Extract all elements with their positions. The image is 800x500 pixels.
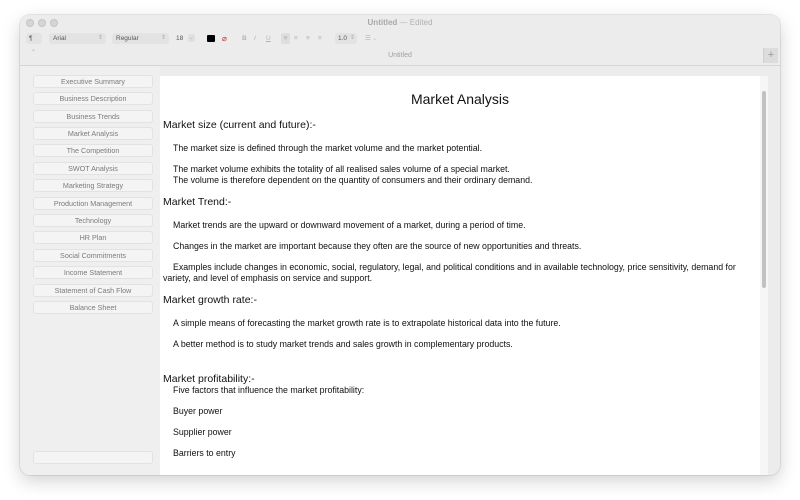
updown-icon: ⇕ bbox=[349, 35, 355, 41]
font-size-dropdown-icon[interactable]: ⌄ bbox=[189, 35, 194, 42]
section-heading-market-trend: Market Trend:- bbox=[163, 196, 232, 208]
edited-status: — Edited bbox=[399, 18, 433, 27]
line-spacing-value: 1.0 bbox=[338, 35, 348, 42]
list-item: Buyer power bbox=[173, 406, 223, 416]
section-heading-market-growth-rate: Market growth rate:- bbox=[163, 294, 257, 306]
sidebar-item-business-trends[interactable]: Business Trends bbox=[33, 110, 153, 123]
align-right-icon[interactable]: ≡ bbox=[306, 35, 310, 42]
title-bar bbox=[20, 15, 780, 31]
sidebar bbox=[20, 66, 160, 475]
sidebar-item-executive-summary[interactable]: Executive Summary bbox=[33, 75, 153, 88]
sidebar-item-marketing-strategy[interactable]: Marketing Strategy bbox=[33, 179, 153, 192]
paragraph: The market size is defined through the market volume and the market potential. bbox=[173, 143, 483, 153]
scrollbar-thumb[interactable] bbox=[762, 91, 766, 288]
tab-untitled[interactable]: Untitled bbox=[388, 52, 412, 59]
paragraph: Examples include changes in economic, social, regulatory, legal, and political conditions and in available technology, price sensitivity, demand for variety, and level of emphasis on service and support. bbox=[163, 262, 736, 283]
underline-button[interactable]: U bbox=[266, 35, 271, 42]
format-toolbar bbox=[20, 32, 780, 53]
font-size-field[interactable] bbox=[176, 33, 200, 44]
document-body[interactable] bbox=[160, 76, 768, 475]
sidebar-item-social-commitments[interactable]: Social Commitments bbox=[33, 249, 153, 262]
paragraph: The volume is therefore dependent on the quantity of consumers and their ordinary demand. bbox=[173, 175, 533, 185]
sidebar-item-income-statement[interactable]: Income Statement bbox=[33, 266, 153, 279]
bold-button[interactable]: B bbox=[242, 35, 247, 42]
paragraph: A better method is to study market trends and sales growth in complementary products. bbox=[173, 339, 513, 349]
document-title: Market Analysis bbox=[410, 91, 510, 107]
list-icon[interactable]: ☰ ⌄ bbox=[365, 35, 377, 42]
font-family-select[interactable] bbox=[49, 33, 106, 44]
sidebar-item-business-description[interactable]: Business Description bbox=[33, 92, 153, 105]
font-style-value: Regular bbox=[116, 35, 139, 42]
list-item: Barriers to entry bbox=[173, 448, 236, 458]
font-style-select[interactable] bbox=[112, 33, 169, 44]
align-left-icon[interactable]: ≡ bbox=[281, 33, 290, 44]
font-size-value: 18 bbox=[176, 35, 184, 42]
paragraph: Five factors that influence the market profitability: bbox=[173, 385, 365, 395]
paragraph-icon: ¶ bbox=[29, 35, 33, 42]
sidebar-item-statement-of-cash-flow[interactable]: Statement of Cash Flow bbox=[33, 284, 153, 297]
tab-bar bbox=[20, 48, 780, 66]
align-justify-icon[interactable]: ≡ bbox=[318, 35, 322, 42]
paragraph: Market trends are the upward or downward movement of a market, during a period of time. bbox=[173, 220, 526, 230]
paragraph: A simple means of forecasting the market growth rate is to extrapolate historical data into the future. bbox=[173, 318, 561, 328]
paragraph: The market volume exhibits the totality of all realised sales volume of a special market. bbox=[173, 164, 510, 174]
sidebar-new-item-field[interactable] bbox=[33, 451, 153, 464]
sidebar-item-technology[interactable]: Technology bbox=[33, 214, 153, 227]
align-center-icon[interactable]: ≡ bbox=[294, 35, 298, 42]
sidebar-item-hr-plan[interactable]: HR Plan bbox=[33, 231, 153, 244]
section-heading-market-size: Market size (current and future):- bbox=[163, 119, 316, 131]
updown-icon: ⇕ bbox=[97, 35, 103, 41]
sidebar-item-market-analysis[interactable]: Market Analysis bbox=[33, 127, 153, 140]
section-heading-market-profitability: Market profitability:- bbox=[163, 373, 255, 385]
paragraph: Changes in the market are important because they often are the source of new opportunities and threats. bbox=[173, 241, 582, 251]
font-family-value: Arial bbox=[53, 35, 67, 42]
line-spacing-select[interactable] bbox=[335, 33, 357, 44]
updown-icon: ⇕ bbox=[160, 35, 166, 41]
sidebar-item-swot-analysis[interactable]: SWOT Analysis bbox=[33, 162, 153, 175]
highlight-none-icon[interactable]: ⌀ bbox=[222, 34, 227, 43]
italic-button[interactable]: I bbox=[254, 35, 256, 42]
window-title bbox=[20, 18, 780, 27]
add-tab-button[interactable]: + bbox=[763, 48, 778, 63]
app-window bbox=[20, 15, 780, 475]
list-item: Supplier power bbox=[173, 427, 232, 437]
sidebar-item-the-competition[interactable]: The Competition bbox=[33, 144, 153, 157]
document-name: Untitled bbox=[367, 18, 398, 27]
paragraph-style-dropdown[interactable]: ¶ ⌄ bbox=[26, 33, 42, 44]
sidebar-item-production-management[interactable]: Production Management bbox=[33, 197, 153, 210]
text-color-swatch[interactable] bbox=[207, 35, 215, 42]
sidebar-item-balance-sheet[interactable]: Balance Sheet bbox=[33, 301, 153, 314]
